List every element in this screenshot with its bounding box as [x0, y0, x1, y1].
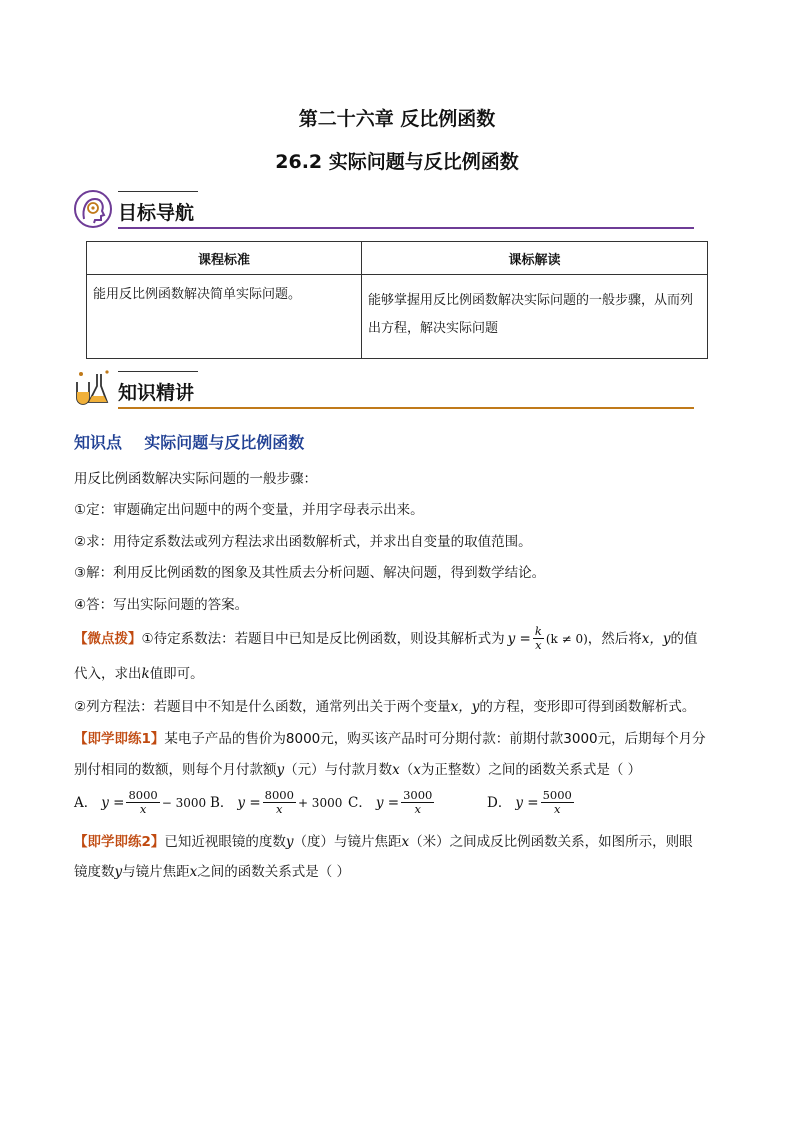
exercise-text: 已知近视眼镜的度数 [164, 834, 286, 850]
option-fraction [541, 789, 574, 816]
option-c[interactable] [348, 789, 436, 816]
option-fraction [401, 789, 434, 816]
var-x: x [413, 762, 421, 778]
tip-text: 代入，求出 [74, 666, 142, 682]
exercise-text: 为正整数）之间的函数关系式是（ ） [420, 762, 642, 778]
option-lhs: y = [101, 794, 125, 811]
fraction-denominator: x [553, 802, 561, 816]
tip-text: 的方程，变形即可得到函数解析式。 [479, 699, 696, 715]
formula-fraction [533, 625, 544, 652]
option-letter: D． [487, 794, 512, 811]
option-lhs: y = [515, 794, 539, 811]
lab-flask-icon [71, 368, 113, 408]
tip-text: 值即可。 [149, 666, 204, 682]
option-lhs: y = [375, 794, 400, 811]
knowledge-step: ③解：利用反比例函数的图象及其性质去分析问题、解决问题，得到数学结论。 [74, 565, 546, 581]
option-lhs: y = [237, 794, 261, 811]
exercise-text: （米）之间成反比例函数关系，如图所示，则眼 [409, 834, 693, 850]
tip-line-1 [74, 625, 698, 652]
option-letter: B． [210, 794, 234, 811]
fraction-denominator: x [414, 802, 421, 816]
table-cell: 能用反比例函数解决简单实际问题。 [87, 275, 362, 359]
knowledge-step: ②求：用待定系数法或列方程法求出函数解析式，并求出自变量的取值范围。 [74, 534, 532, 550]
formula-condition: (k ≠ 0) [545, 631, 588, 646]
table-header: 课程标准 [87, 242, 362, 275]
formula-lhs: y = [507, 630, 531, 647]
fraction-numerator: 5000 [542, 788, 572, 802]
brain-head-icon [73, 189, 113, 229]
chapter-title: 第二十六章 反比例函数 [298, 108, 496, 130]
fraction-denominator: x [276, 802, 283, 816]
tip-line-2 [74, 664, 204, 684]
section-header-topline [118, 191, 198, 192]
tip-text: ，然后将 [587, 630, 642, 647]
option-tail: − 3000 [161, 795, 207, 810]
var-x: x [401, 834, 410, 850]
tip-vars: x，y [641, 630, 671, 647]
knowledge-point-title: 知识点 实际问题与反比例函数 [74, 433, 305, 452]
exercise1-line-1 [74, 729, 706, 749]
tip-var-k: k [141, 666, 150, 682]
knowledge-step: ①定：审题确定出问题中的两个变量，并用字母表示出来。 [74, 502, 424, 518]
exercise-label: 【即学即练1】 [74, 731, 165, 747]
exercise-text: 之间的函数关系式是（ ） [197, 864, 351, 880]
exercise-text: 某电子产品的售价为8000元，购买该产品时可分期付款：前期付款3000元，后期每个月分 [164, 731, 706, 747]
tip-vars: x，y [450, 699, 480, 715]
var-x: x [392, 762, 400, 778]
tip-label: 【微点拨】 [74, 630, 142, 647]
section-heading-goals: 目标导航 [118, 202, 195, 224]
option-tail: + 3000 [297, 795, 343, 810]
exercise-text: （ [399, 762, 414, 778]
exercise-text: 镜度数 [74, 864, 115, 880]
section-title: 26.2 实际问题与反比例函数 [275, 151, 519, 173]
exercise-text: （元）与付款月数 [284, 762, 393, 778]
tip-text: ②列方程法：若题目中不知是什么函数，通常列出关于两个变量 [74, 699, 451, 715]
fraction-numerator: 3000 [403, 788, 433, 802]
exercise-text: （度）与镜片焦距 [293, 834, 402, 850]
var-x: x [189, 864, 198, 880]
option-b[interactable] [210, 789, 342, 816]
tip-text: 的值 [670, 630, 698, 647]
table-header: 课标解读 [362, 242, 708, 275]
knowledge-step: ④答：写出实际问题的答案。 [74, 597, 249, 613]
exercise2-line-2 [74, 862, 350, 882]
fraction-numerator: k [534, 624, 542, 638]
fraction-numerator: 8000 [128, 788, 158, 802]
option-letter: A． [74, 794, 98, 811]
var-y: y [285, 834, 294, 850]
option-fraction [263, 789, 296, 816]
fraction-denominator: x [139, 802, 147, 816]
section-divider-goals [118, 227, 694, 229]
option-d[interactable] [487, 789, 576, 816]
var-y: y [276, 762, 285, 778]
tip-text: ①待定系数法：若题目中已知是反比例函数，则设其解析式为 [141, 630, 505, 647]
fraction-numerator: 8000 [264, 788, 294, 802]
option-letter: C． [348, 794, 372, 811]
exercise2-line-1 [74, 832, 693, 852]
exercise1-line-2 [74, 760, 641, 780]
section-divider-knowledge [118, 407, 694, 409]
exercise-text: 与镜片焦距 [122, 864, 190, 880]
section-header-topline [118, 371, 198, 372]
var-y: y [114, 864, 123, 880]
knowledge-intro: 用反比例函数解决实际问题的一般步骤： [74, 471, 317, 487]
exercise-label: 【即学即练2】 [74, 834, 165, 850]
option-a[interactable] [74, 789, 206, 816]
section-heading-knowledge: 知识精讲 [118, 382, 195, 404]
standards-table [86, 241, 708, 359]
option-fraction [126, 789, 159, 816]
fraction-denominator: x [535, 638, 542, 652]
exercise-text: 别付相同的数额，则每个月付款额 [74, 762, 277, 778]
table-cell: 能够掌握用反比例函数解决实际问题的一般步骤，从而列出方程，解决实际问题 [362, 275, 708, 359]
tip-line-3 [74, 697, 695, 717]
